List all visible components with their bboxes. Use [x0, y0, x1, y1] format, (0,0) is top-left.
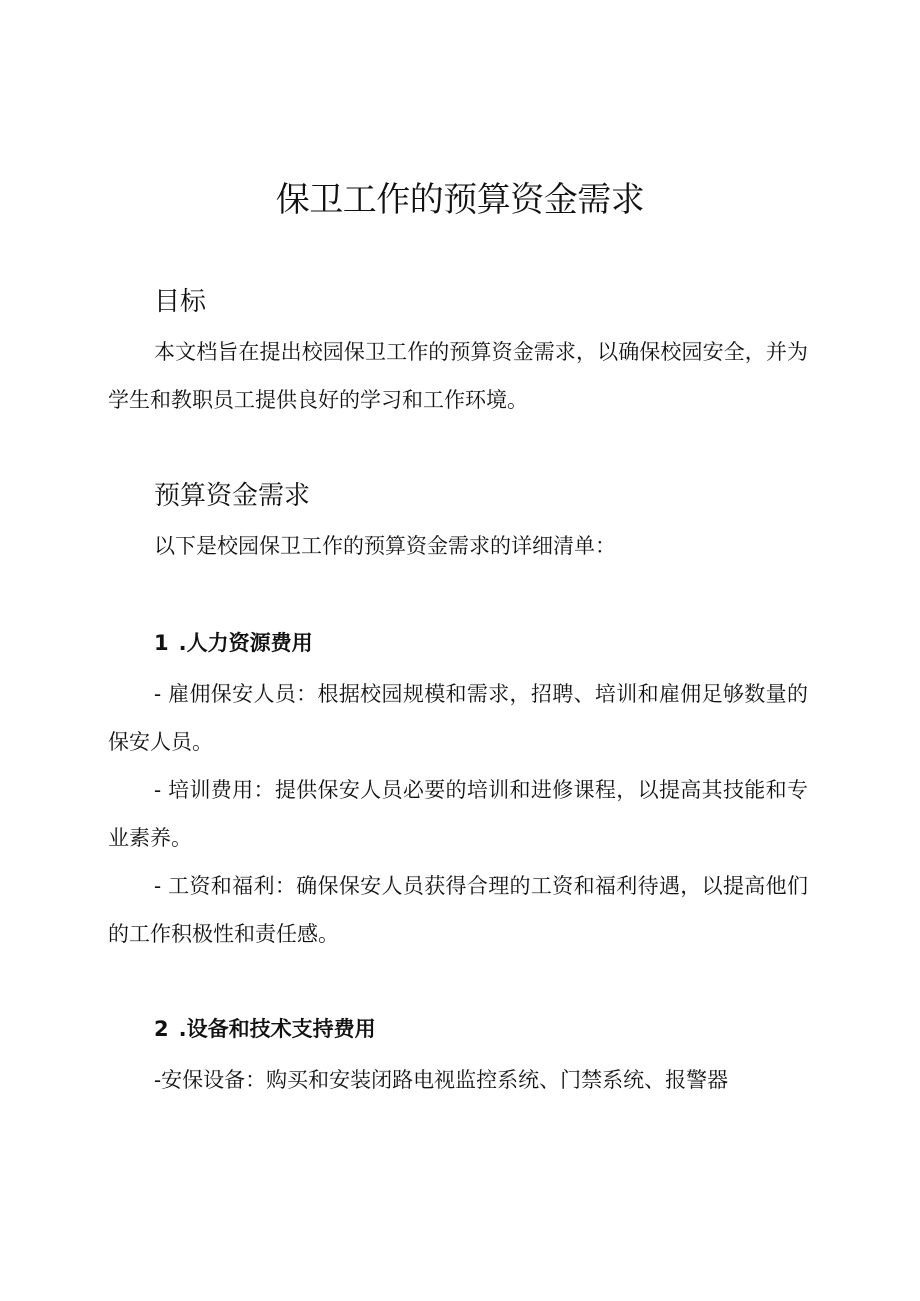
subsection-number: 2 — [154, 1017, 169, 1041]
subsection-title: .设备和技术支持费用 — [178, 1017, 376, 1041]
list-item-wages: - 工资和福利：确保保安人员获得合理的工资和福利待遇，以提高他们的工作积极性和责任感。 — [108, 874, 808, 946]
budget-intro-paragraph: 以下是校园保卫工作的预算资金需求的详细清单： — [154, 534, 616, 558]
section-heading-goal: 目标 — [154, 287, 207, 317]
list-item-security-equipment: -安保设备：购买和安装闭路电视监控系统、门禁系统、报警器 — [154, 1068, 729, 1092]
subsection-heading-equipment — [154, 1014, 376, 1044]
list-item-hire-guards: - 雇佣保安人员：根据校园规模和需求，招聘、培训和雇佣足够数量的保安人员。 — [108, 682, 808, 754]
subsection-heading-hr — [154, 628, 313, 658]
subsection-number: 1 — [154, 631, 169, 655]
subsection-title: .人力资源费用 — [178, 631, 313, 655]
section-heading-budget: 预算资金需求 — [154, 481, 311, 511]
list-item-training: - 培训费用：提供保安人员必要的培训和进修课程，以提高其技能和专业素养。 — [108, 778, 808, 850]
goal-paragraph: 本文档旨在提出校园保卫工作的预算资金需求，以确保校园安全，并为学生和教职员工提供良好的学习和工作环境。 — [108, 340, 808, 412]
page-title: 保卫工作的预算资金需求 — [275, 180, 645, 220]
